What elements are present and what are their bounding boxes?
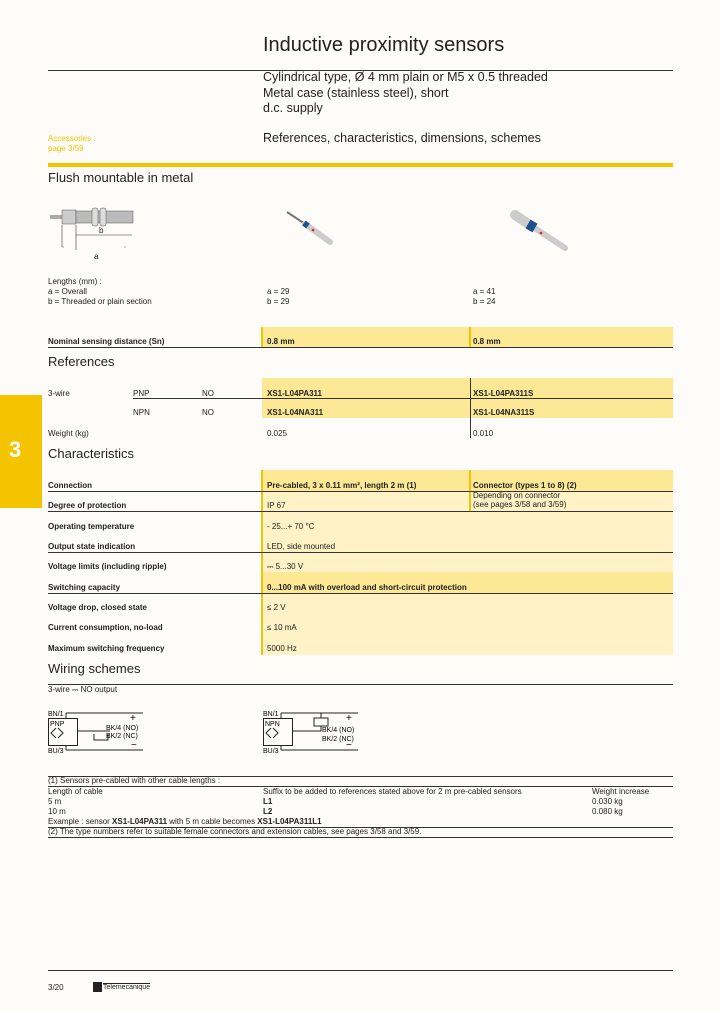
sensing-value: 0.8 mm <box>473 337 501 346</box>
section-description: References, characteristics, dimensions, schemes <box>263 131 541 145</box>
svg-text:BK/2 (NC): BK/2 (NC) <box>322 736 354 743</box>
footnote-cell: 10 m <box>48 807 66 816</box>
footnote-cell: L2 <box>263 807 273 816</box>
wire-label: 3-wire <box>48 389 70 398</box>
char-value: ⎓ 5...30 V <box>267 562 304 571</box>
weight-label: Weight (kg) <box>48 429 89 438</box>
char-value: ≤ 10 mA <box>267 623 297 632</box>
output-type: NPN <box>133 408 150 417</box>
length-a-label: a = Overall <box>48 287 87 296</box>
sensing-value: 0.8 mm <box>267 337 295 346</box>
char-label: Connection <box>48 481 92 490</box>
subtitle <box>263 70 548 117</box>
footnote-cell: 0.030 kg <box>592 797 623 806</box>
svg-text:BU/3: BU/3 <box>263 748 279 755</box>
svg-text:BK/2 (NC): BK/2 (NC) <box>106 733 138 740</box>
section-heading: Wiring schemes <box>48 661 141 676</box>
char-value: - 25...+ 70 °C <box>267 522 315 531</box>
reference-number: XS1-L04NA311S <box>473 408 535 417</box>
section-heading: Characteristics <box>48 446 134 461</box>
footnote-1: (1) Sensors pre-cabled with other cable lengths : <box>48 776 221 785</box>
subtitle-line: d.c. supply <box>263 101 323 115</box>
char-label: Switching capacity <box>48 583 121 592</box>
footnote-2: (2) The type numbers refer to suitable female connectors and extension cables, see pages 3/58 and 3/59. <box>48 827 422 836</box>
footnote-example: Example : sensor XS1-L04PA311 with 5 m cable becomes XS1-L04PA311L1 <box>48 817 322 826</box>
char-value: IP 67 <box>267 501 286 510</box>
svg-text:NPN: NPN <box>265 721 280 728</box>
output-function: NO <box>202 389 214 398</box>
accessories-link[interactable]: Accessories : page 3/59 <box>48 134 96 153</box>
char-value: Depending on connector <box>473 491 561 500</box>
section-heading: References <box>48 354 115 369</box>
section-heading: Flush mountable in metal <box>48 170 194 185</box>
subtitle-line: Cylindrical type, Ø 4 mm plain or M5 x 0.5 threaded <box>263 70 548 84</box>
footnote-col-header: Length of cable <box>48 787 103 796</box>
char-label: Current consumption, no-load <box>48 623 163 632</box>
svg-text:+: + <box>130 713 136 724</box>
svg-text:−: − <box>131 740 137 751</box>
svg-text:BN/1: BN/1 <box>263 711 279 718</box>
char-value: 5000 Hz <box>267 644 297 653</box>
sensor-image-plain <box>285 210 335 255</box>
char-value: ≤ 2 V <box>267 603 286 612</box>
reference-number: XS1-L04PA311 <box>267 389 322 398</box>
char-label: Voltage limits (including ripple) <box>48 562 167 571</box>
dimension-drawing <box>50 205 140 267</box>
brand-name: Telemecanique <box>103 984 151 991</box>
chapter-number: 3 <box>9 437 22 462</box>
char-value: Connector (types 1 to 8) (2) <box>473 481 577 490</box>
footnote-col-header: Weight increase <box>592 787 650 796</box>
page-title: Inductive proximity sensors <box>263 34 505 56</box>
pnp-wiring-diagram <box>48 710 148 755</box>
yellow-rule <box>48 163 673 167</box>
reference-number: XS1-L04PA311S <box>473 389 534 398</box>
char-label: Voltage drop, closed state <box>48 603 147 612</box>
svg-text:BK/4 (NO): BK/4 (NO) <box>106 725 139 732</box>
footnote-col-header: Suffix to be added to references stated above for 2 m pre-cabled sensors <box>263 787 522 796</box>
char-label: Output state indication <box>48 542 136 551</box>
svg-text:BK/4 (NO): BK/4 (NO) <box>322 727 355 734</box>
weight-value: 0.025 <box>267 429 288 438</box>
char-value: (see pages 3/58 and 3/59) <box>473 500 567 509</box>
weight-value: 0.010 <box>473 429 494 438</box>
lengths-title: Lengths (mm) : <box>48 277 102 286</box>
svg-text:+: + <box>346 713 352 724</box>
page-number: 3/20 <box>48 983 64 992</box>
footnote-cell: 0.080 kg <box>592 807 623 816</box>
char-label: Operating temperature <box>48 522 135 531</box>
char-value: Pre-cabled, 3 x 0.11 mm², length 2 m (1) <box>267 481 417 490</box>
svg-text:a: a <box>94 252 99 261</box>
svg-text:b: b <box>99 226 104 235</box>
char-label: Maximum switching frequency <box>48 644 165 653</box>
length-value: b = 29 <box>267 297 290 306</box>
footnote-cell: 5 m <box>48 797 62 806</box>
output-function: NO <box>202 408 214 417</box>
char-value: 0...100 mA with overload and short-circuit protection <box>267 583 467 592</box>
footnote-cell: L1 <box>263 797 273 806</box>
char-label: Degree of protection <box>48 501 127 510</box>
length-value: a = 29 <box>267 287 290 296</box>
brand-logo-icon <box>93 982 102 992</box>
svg-text:−: − <box>346 740 352 751</box>
reference-number: XS1-L04NA311 <box>267 408 324 417</box>
npn-wiring-diagram <box>263 710 363 755</box>
length-value: b = 24 <box>473 297 496 306</box>
output-type: PNP <box>133 389 150 398</box>
sensor-image-connector <box>510 210 570 260</box>
sensing-label: Nominal sensing distance (Sn) <box>48 337 165 346</box>
subtitle-line: Metal case (stainless steel), short <box>263 85 449 100</box>
svg-text:PNP: PNP <box>50 721 65 728</box>
wiring-subtitle: 3-wire ⎓ NO output <box>48 685 118 694</box>
length-value: a = 41 <box>473 287 496 296</box>
char-value: LED, side mounted <box>267 542 336 551</box>
length-b-label: b = Threaded or plain section <box>48 297 152 306</box>
svg-text:BN/1: BN/1 <box>48 711 64 718</box>
svg-text:BU/3: BU/3 <box>48 748 64 755</box>
